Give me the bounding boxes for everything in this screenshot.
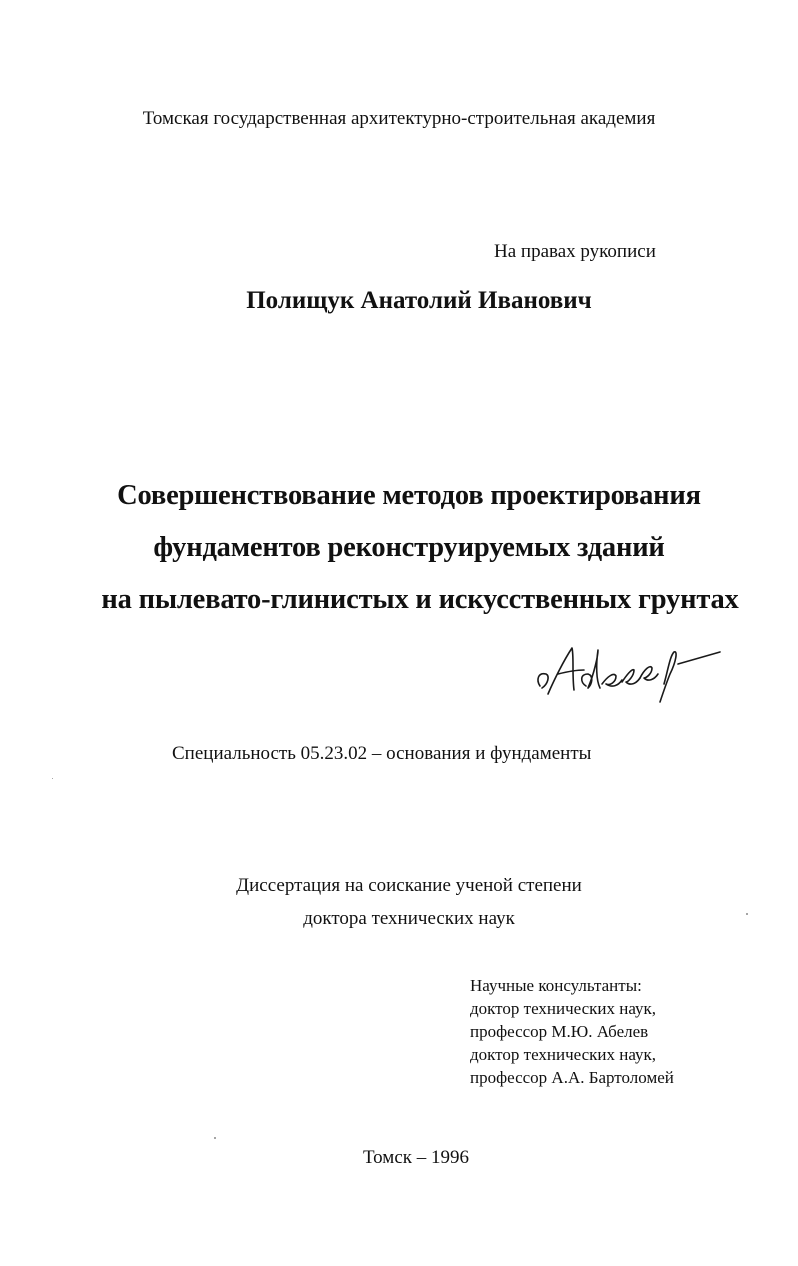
signature-stroke (640, 667, 658, 680)
title-line: фундаментов реконструируемых зданий (153, 532, 665, 563)
thesis-type-line: доктора технических наук (303, 908, 515, 929)
signature-stroke (678, 652, 720, 664)
signature-stroke (622, 670, 640, 684)
signature-stroke (558, 670, 584, 674)
signature-stroke (582, 650, 600, 688)
signature-stroke (538, 674, 548, 688)
institution-name: Томская государственная архитектурно-строительная академия (142, 108, 656, 129)
scan-speck (746, 913, 748, 915)
thesis-type-line: Диссертация на соискание ученой степени (236, 875, 582, 896)
title-line: Совершенствование методов проектирования (117, 480, 701, 511)
consultant-line: доктор технических наук, (470, 999, 657, 1018)
consultant-line: профессор А.А. Бартоломей (470, 1068, 674, 1087)
author-name: Полищук Анатолий Иванович (246, 287, 592, 314)
signature-stroke (660, 652, 676, 702)
scientific-consultants (470, 974, 674, 1089)
signature-stroke (602, 674, 622, 686)
scan-speck (214, 1137, 216, 1139)
city-year: Томск – 1996 (362, 1147, 469, 1168)
consultants-heading: Научные консультанты: (470, 976, 642, 995)
title-line: на пылевато-глинистых и искусственных грунтах (101, 584, 739, 615)
consultant-line: профессор М.Ю. Абелев (470, 1022, 649, 1041)
specialty: Специальность 05.23.02 – основания и фундаменты (172, 743, 592, 764)
manuscript-note: На правах рукописи (494, 241, 656, 262)
handwritten-signature (534, 634, 724, 704)
scan-speck (52, 778, 53, 779)
consultant-line: доктор технических наук, (470, 1045, 657, 1064)
